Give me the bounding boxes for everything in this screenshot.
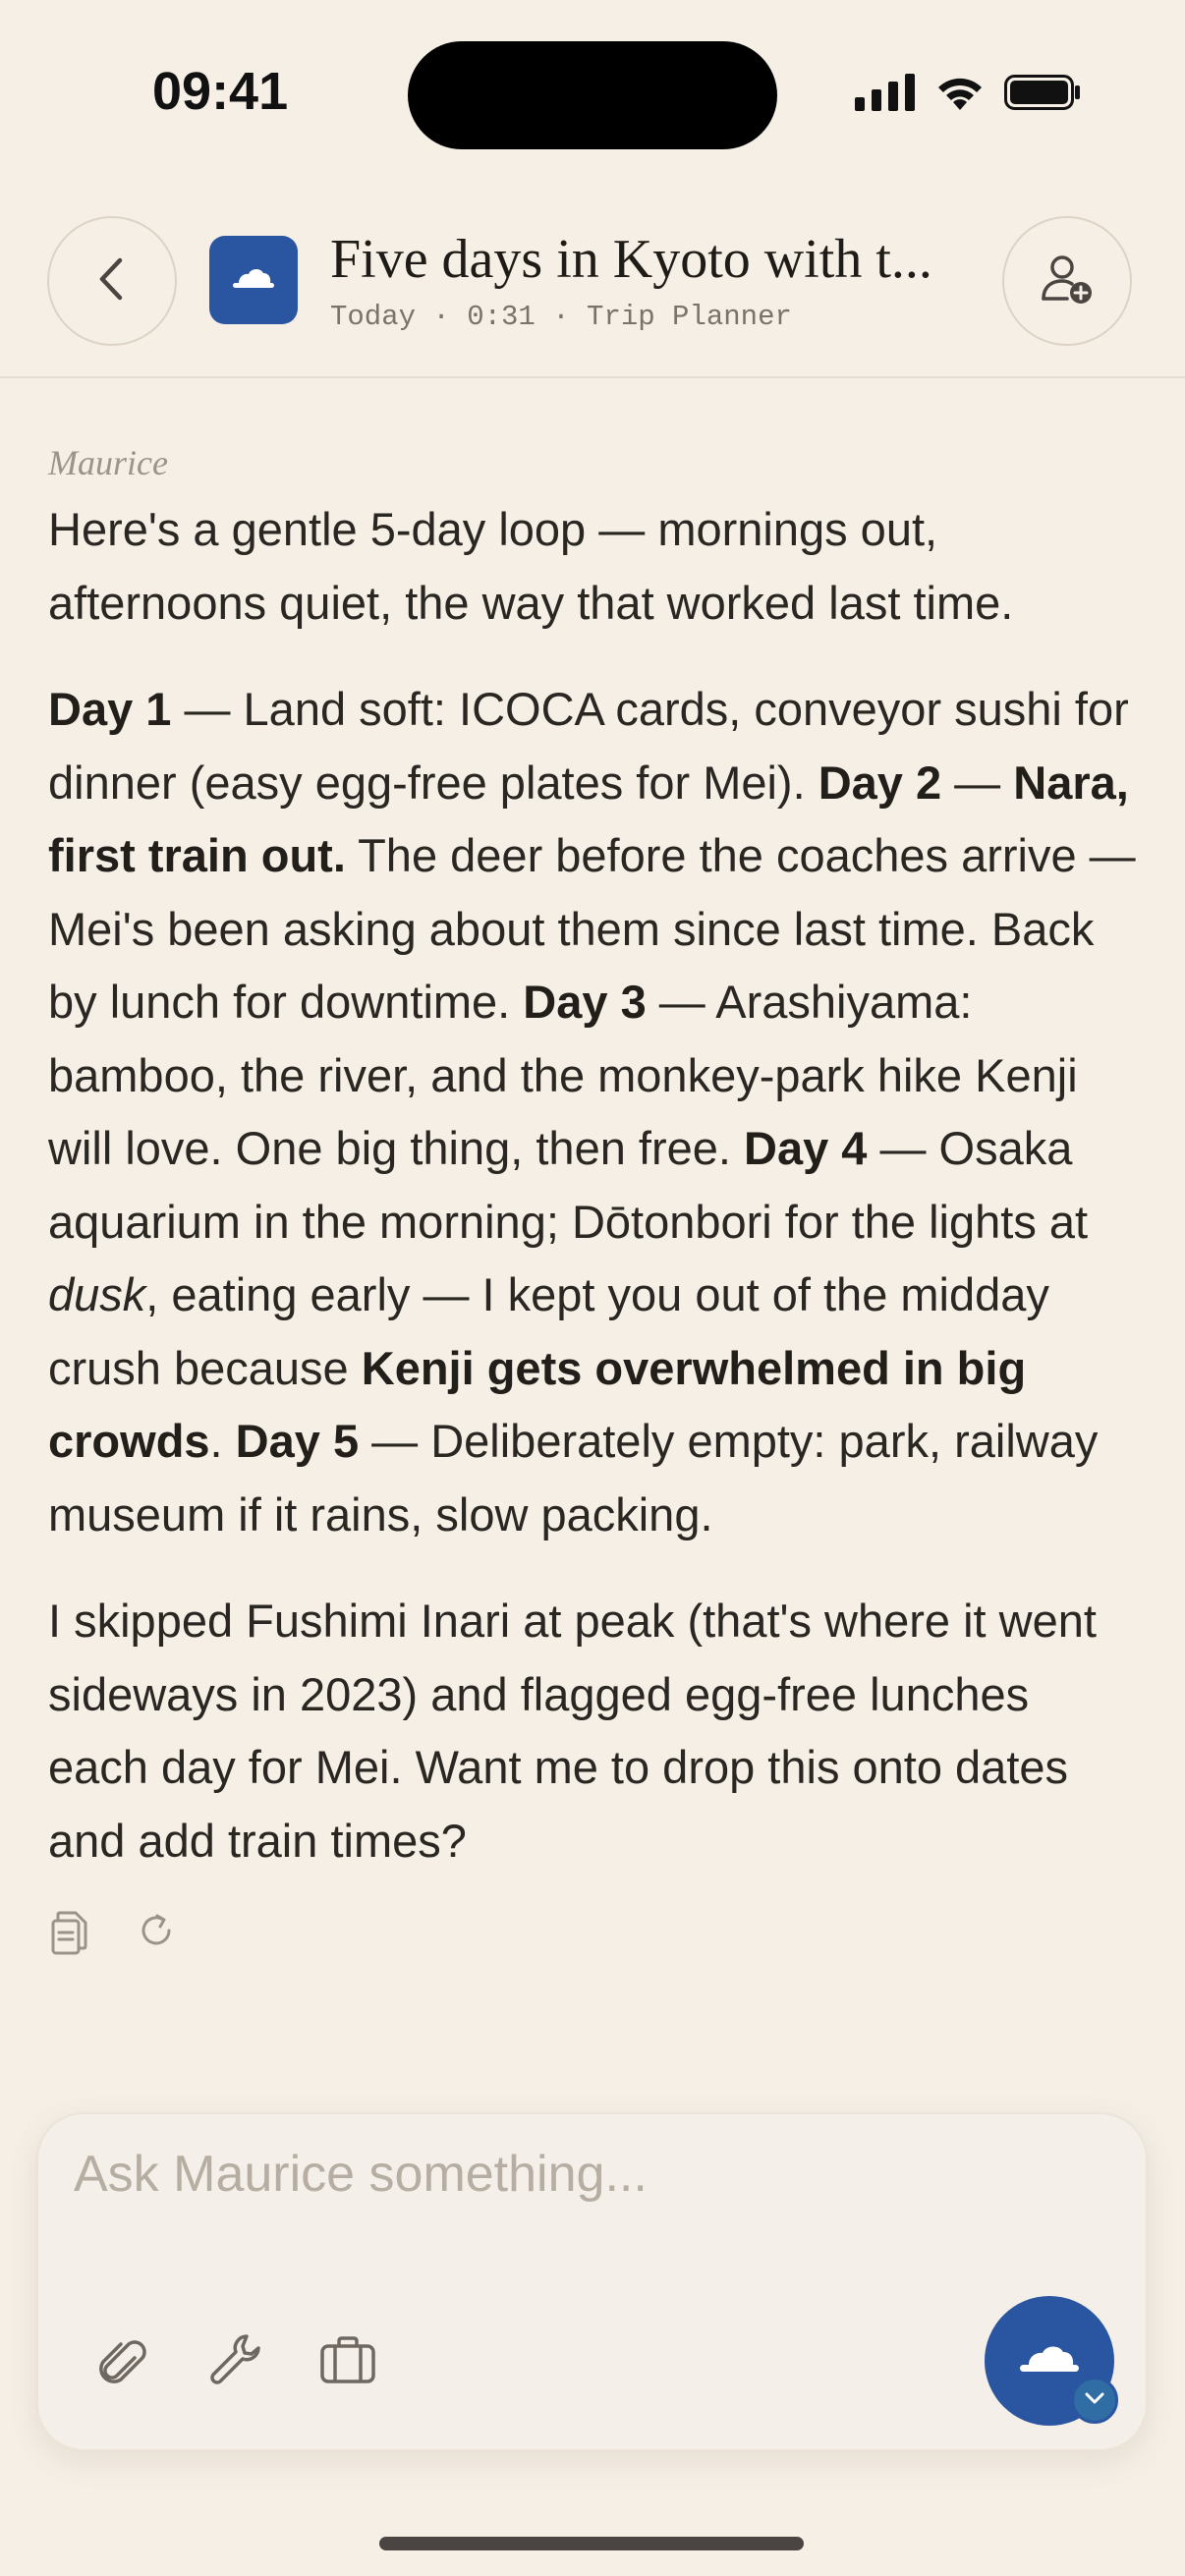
day4-highlight: Kenji gets overwhelmed in big crowds	[48, 1341, 1027, 1467]
message-actions	[48, 1911, 1139, 1956]
briefcase-icon[interactable]	[319, 2335, 376, 2389]
status-bar	[0, 0, 1185, 187]
day4-emphasis: dusk	[48, 1268, 146, 1320]
title-block	[330, 228, 959, 333]
sender-name: Maurice	[48, 443, 168, 482]
day4-text-a: — Osaka aquarium in the morning; Dōtonbori for the lights at	[48, 1122, 1089, 1248]
paperclip-icon[interactable]	[95, 2332, 150, 2392]
cloud-icon	[1017, 2341, 1082, 2381]
copy-icon[interactable]	[50, 1911, 89, 1956]
page-title: Five days in Kyoto with t...	[330, 229, 932, 290]
day2-label: Day 2	[818, 756, 942, 809]
chat-header	[0, 206, 1185, 378]
header-divider	[0, 376, 1185, 378]
day3-label: Day 3	[523, 976, 647, 1028]
day5-label: Day 5	[235, 1415, 360, 1467]
add-person-button[interactable]	[1002, 216, 1132, 346]
day2-dash: —	[941, 756, 1014, 809]
dynamic-island	[408, 41, 777, 149]
wifi-icon	[933, 73, 987, 117]
day2-text: The deer before the coaches arrive — Mei's been asking about them since last time. Back by lunch for downtime.	[48, 829, 1136, 1028]
home-indicator[interactable]	[379, 2537, 804, 2550]
add-person-icon	[1038, 250, 1097, 313]
send-button[interactable]	[985, 2296, 1114, 2426]
conversation-meta: Today · 0:31 · Trip Planner	[330, 301, 792, 334]
assistant-message	[48, 442, 1139, 1956]
model-dropdown-badge[interactable]	[1071, 2377, 1118, 2424]
battery-icon	[1004, 73, 1083, 117]
composer-tools	[95, 2332, 376, 2392]
status-time: 09:41	[152, 62, 289, 121]
day1-text: — Land soft: ICOCA cards, conveyor sushi for dinner (easy egg-free plates for Mei).	[48, 683, 1129, 809]
message-paragraph-itinerary	[48, 673, 1139, 1551]
day1-label: Day 1	[48, 683, 172, 735]
day4-text-b: , eating early — I kept you out of the midday crush because	[48, 1268, 1049, 1394]
day3-text: — Arashiyama: bamboo, the river, and the monkey-park hike Kenji will love. One big thing, then free.	[48, 976, 1078, 1174]
status-icons	[855, 73, 1083, 117]
day4-end: .	[209, 1415, 236, 1467]
chevron-left-icon	[92, 254, 132, 308]
day5-text: — Deliberately empty: park, railway museum if it rains, slow packing.	[48, 1415, 1099, 1540]
day4-label: Day 4	[744, 1122, 868, 1174]
wrench-icon[interactable]	[207, 2332, 262, 2392]
composer	[36, 2112, 1148, 2451]
refresh-icon[interactable]	[137, 1911, 176, 1956]
signal-icon	[855, 74, 916, 116]
cloud-icon	[231, 265, 276, 296]
trip-planner-app-icon	[209, 236, 298, 324]
message-paragraph-closing: I skipped Fushimi Inari at peak (that's where it went sideways in 2023) and flagged egg-free lunches each day for Mei. Want me to drop this onto dates and add train times?	[48, 1595, 1097, 1867]
day2-highlight: Nara, first train out.	[48, 756, 1129, 881]
message-input[interactable]	[72, 2144, 956, 2205]
message-paragraph-intro: Here's a gentle 5-day loop — mornings out, afternoons quiet, the way that worked last time.	[48, 503, 1014, 629]
back-button[interactable]	[47, 216, 177, 346]
chevron-down-icon	[1084, 2391, 1105, 2410]
